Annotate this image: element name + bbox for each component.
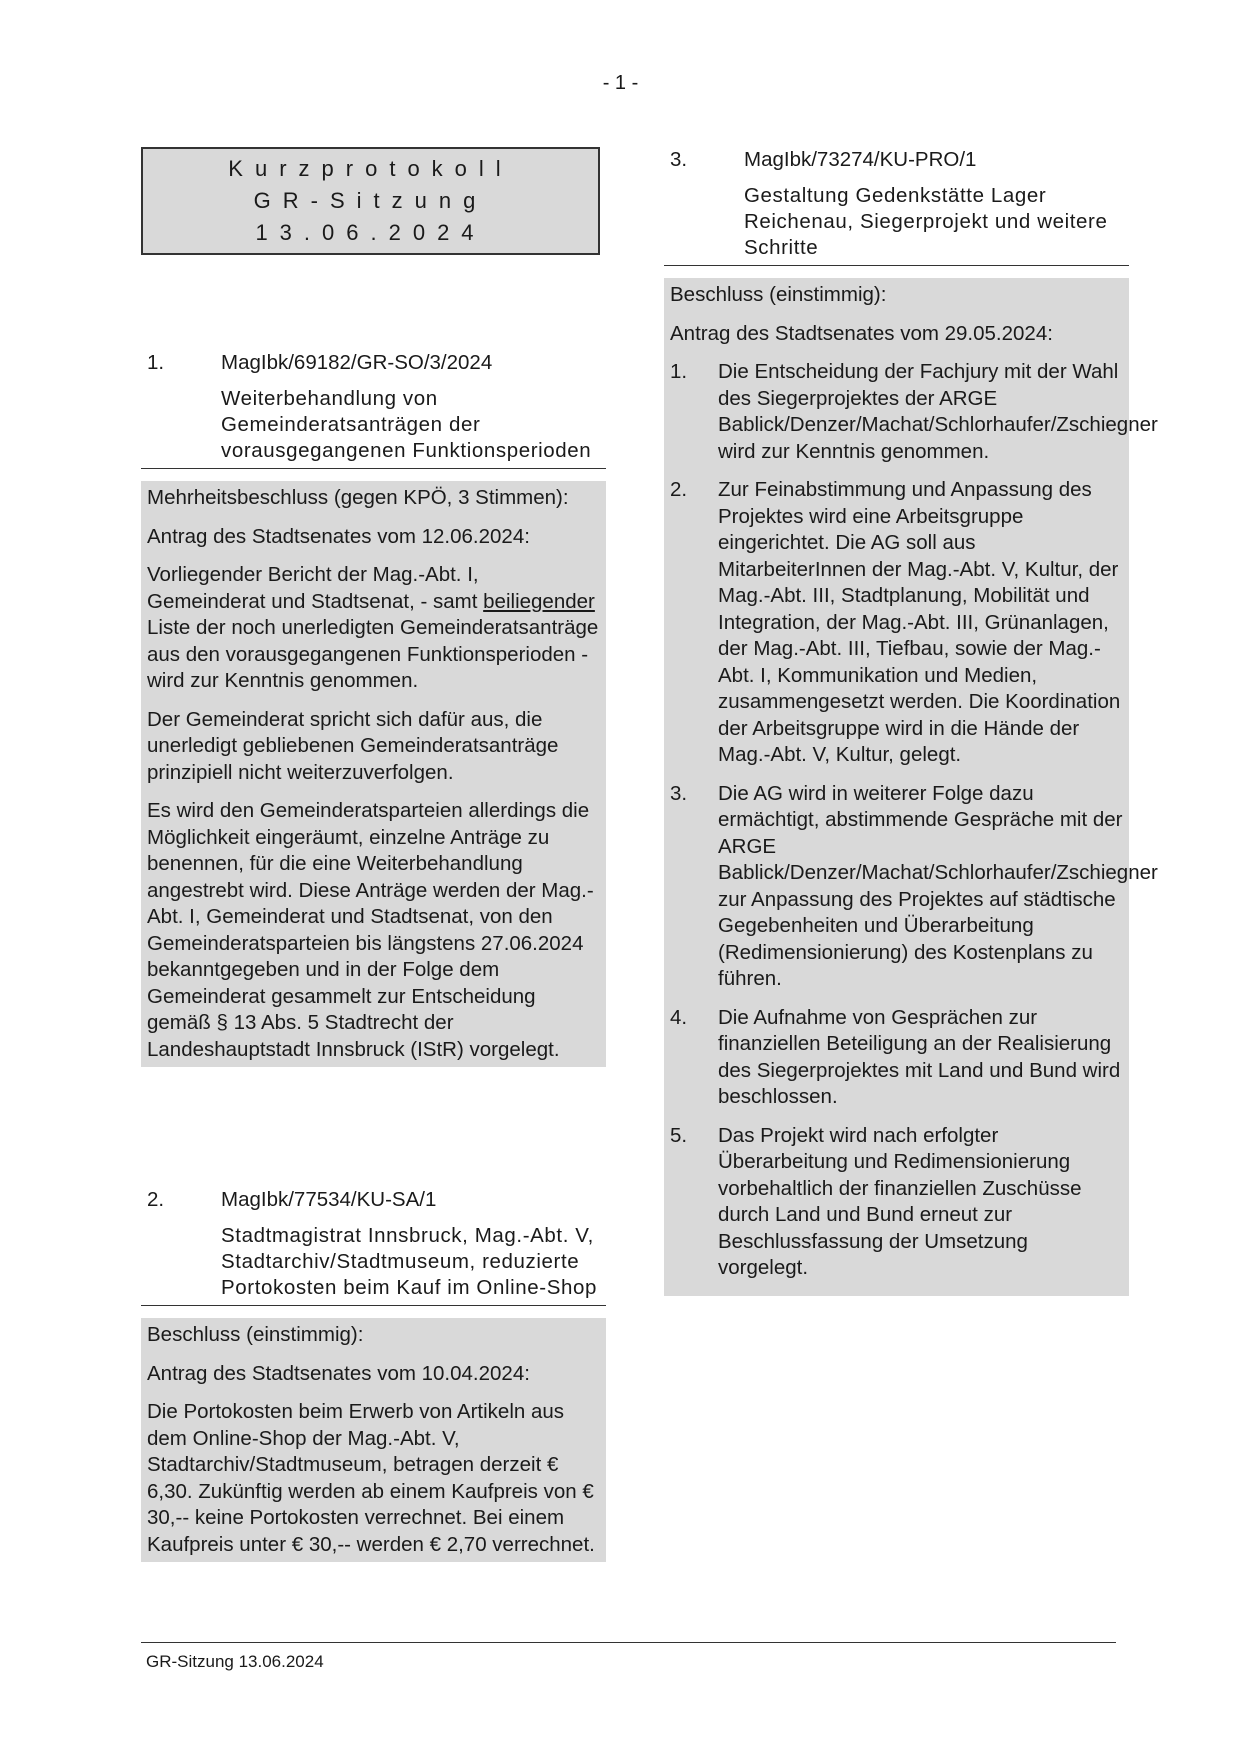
item-title-block: [141, 386, 606, 469]
list-item-number: 5.: [670, 1123, 688, 1147]
item-title-block: [141, 1223, 606, 1306]
list-item: [670, 1123, 1123, 1282]
item-title-block: [664, 183, 1129, 266]
list-item-text: Das Projekt wird nach erfolgter Überarbeitung und Redimensionierung vorbehaltlich der finanziellen Zuschüsse durch Land und Bund erneut zur Beschlussfassung der Umsetzung vorgelegt.: [718, 1123, 1082, 1279]
list-item-text: Zur Feinabstimmung und Anpassung des Projektes wird eine Arbeitsgruppe eingerichtet. Die AG soll aus MitarbeiterInnen der Mag.-Abt. V, Kultur, der Mag.-Abt. III, Stadtplanung, Mobilität und Integration, der Mag.-Abt. III, Grünanlagen, der Mag.-Abt. III, Tiefbau, sowie der Mag.-Abt. I, Kommunikation und Medien, zusammengesetzt werden. Die Koordination der Arbeitsgruppe wird in die Hände der Mag.-Abt. V, Kultur, gelegt.: [718, 478, 1121, 766]
list-item: [670, 781, 1158, 993]
title-line-date: 13.06.2024: [255, 220, 486, 245]
list-item-text: Die Aufnahme von Gesprächen zur finanziellen Beteiligung an der Realisierung des Siegerprojektes mit Land und Bund wird beschlossen.: [718, 1005, 1121, 1108]
text-run: Liste der noch unerledigten Gemeinderatsanträge aus den vorausgegangenen Funktionsperioden - wird zur Kenntnis genommen.: [147, 616, 599, 692]
item-title: Gestaltung Gedenkstätte Lager Reichenau, Siegerprojekt und weitere Schritte: [744, 184, 1108, 259]
item-reference: MagIbk/73274/KU-PRO/1: [744, 148, 977, 171]
decision-type: Beschluss (einstimmig):: [670, 283, 887, 306]
item-2: [141, 1186, 606, 1562]
list-item-text: Die AG wird in weiterer Folge dazu ermächtigt, abstimmende Gespräche mit der ARGE Bablick/Denzer/Machat/Schlorhaufer/Zschiegner zur Anpassung des Projektes auf städtische Gegebenheiten und Überarbeitung (Redimensionierung) des Kostenplans zu führen.: [718, 781, 1158, 990]
decision-block: [141, 1318, 606, 1562]
decision-paragraph: Die Portokosten beim Erwerb von Artikeln aus dem Online-Shop der Mag.-Abt. V, Stadtarchiv/Stadtmuseum, betragen derzeit € 6,30. Zukünftig werden ab einem Kaufpreis von € 30,-- keine Portokosten verrechnet. Bei einem Kaufpreis unter € 30,-- werden € 2,70 verrechnet.: [147, 1400, 595, 1556]
list-item: [670, 1005, 1123, 1111]
item-header: [664, 146, 1129, 173]
item-3: [664, 146, 1158, 1296]
item-header: [141, 349, 606, 376]
list-item-number: 1.: [670, 360, 688, 383]
title-line-kurzprotokoll: Kurzprotokoll: [228, 156, 513, 181]
decision-paragraph: [147, 562, 600, 695]
decision-type: Mehrheitsbeschluss (gegen KPÖ, 3 Stimmen):: [147, 486, 569, 509]
list-item: [670, 359, 1158, 465]
page-footer: GR-Sitzung 13.06.2024: [146, 1652, 324, 1671]
item-1: [141, 349, 606, 1067]
footer-divider: [141, 1642, 1116, 1643]
item-title: Stadtmagistrat Innsbruck, Mag.-Abt. V, Stadtarchiv/Stadtmuseum, reduzierte Portokosten beim Kauf im Online-Shop: [221, 1224, 597, 1299]
list-item-number: 2.: [670, 478, 688, 501]
text-run: Vorliegender Bericht der Mag.-Abt. I, Gemeinderat und Stadtsenat, - samt: [147, 563, 484, 613]
decision-points-list: [670, 359, 1158, 1282]
decision-type: Beschluss (einstimmig):: [147, 1323, 364, 1346]
decision-block: [664, 278, 1158, 1296]
item-reference: MagIbk/69182/GR-SO/3/2024: [221, 351, 493, 374]
title-box: [141, 147, 600, 255]
list-item-number: 3.: [670, 781, 688, 805]
decision-block: [141, 481, 606, 1067]
list-item-number: 4.: [670, 1005, 688, 1029]
list-item: [670, 477, 1123, 769]
motion-line: Antrag des Stadtsenates vom 12.06.2024:: [147, 524, 530, 548]
list-item-text: Die Entscheidung der Fachjury mit der Wahl des Siegerprojektes der ARGE Bablick/Denzer/Machat/Schlorhaufer/Zschiegner wird zur Kenntnis genommen.: [718, 360, 1158, 463]
underlined-word: beiliegender: [483, 589, 595, 613]
item-number: 2.: [147, 1188, 165, 1211]
page-number: - 1 -: [602, 72, 639, 94]
motion-line: Antrag des Stadtsenates vom 10.04.2024:: [147, 1361, 530, 1385]
item-title: Weiterbehandlung von Gemeinderatsanträgen der vorausgegangenen Funktionsperioden: [221, 387, 592, 462]
decision-paragraph: Es wird den Gemeinderatsparteien allerdings die Möglichkeit eingeräumt, einzelne Anträge zu benennen, für die eine Weiterbehandlung angestrebt wird. Diese Anträge werden der Mag.-Abt. I, Gemeinderat und Stadtsenat, von den Gemeinderatsparteien bis längstens 27.06.2024 bekanntgegeben und in der Folge dem Gemeinderat gesammelt zur Entscheidung gemäß § 13 Abs. 5 Stadtrecht der Landeshauptstadt Innsbruck (IStR) vorgelegt.: [147, 799, 594, 1061]
item-number: 1.: [147, 351, 165, 374]
decision-paragraph: Der Gemeinderat spricht sich dafür aus, die unerledigt gebliebenen Gemeinderatsanträge prinzipiell nicht weiterzuverfolgen.: [147, 707, 559, 784]
item-header: [141, 1186, 606, 1213]
title-line-session: GR-Sitzung: [253, 188, 488, 213]
item-number: 3.: [670, 148, 688, 171]
motion-line: Antrag des Stadtsenates vom 29.05.2024:: [670, 321, 1053, 345]
item-reference: MagIbk/77534/KU-SA/1: [221, 1188, 437, 1211]
